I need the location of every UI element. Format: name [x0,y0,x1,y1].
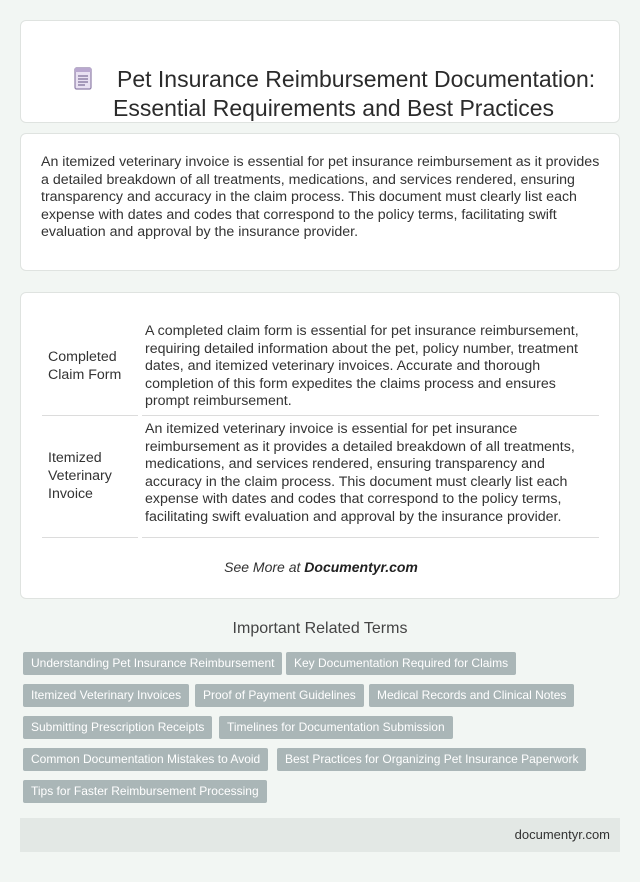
related-tag[interactable]: Itemized Veterinary Invoices [23,684,189,707]
document-icon [71,66,95,92]
related-tag[interactable]: Common Documentation Mistakes to Avoid [23,748,268,771]
related-tag[interactable]: Medical Records and Clinical Notes [369,684,574,707]
related-terms-heading: Important Related Terms [232,620,408,637]
see-more-prefix: See More at [224,559,305,575]
row-divider [42,537,599,538]
related-tag[interactable]: Submitting Prescription Receipts [23,716,212,739]
related-tag[interactable]: Key Documentation Required for Claims [286,652,516,675]
row-description: A completed claim form is essential for pet insurance reimbursement, requiring detailed information about the pet, policy number, treatment dates, and itemized veterinary invoices. Accurate and thorough completion of this form expedites the claims process and ensures prompt reimbursement. [145,323,579,410]
related-tag[interactable]: Timelines for Documentation Submission [219,716,453,739]
related-tag[interactable]: Understanding Pet Insurance Reimbursement [23,652,282,675]
row-label: Itemized Veterinary Invoice [48,450,112,502]
row-divider [42,415,599,416]
related-tag[interactable]: Tips for Faster Reimbursement Processing [23,780,267,803]
footer [20,818,620,852]
see-more-site[interactable]: Documentyr.com [304,559,418,575]
related-tag[interactable]: Proof of Payment Guidelines [195,684,364,707]
row-label: Completed Claim Form [48,349,122,383]
row-description: An itemized veterinary invoice is essential for pet insurance reimbursement as it provides a detailed breakdown of all treatments, medications, and services rendered, ensuring transparency and accuracy in the claim process. This document must clearly list each expense with dates and codes that correspond to the policy terms, facilitating swift evaluation and approval by the insurance provider. [145,421,575,525]
table-row [42,319,599,415]
requirements-table [20,292,620,599]
table-row [42,417,599,537]
intro-card [20,133,620,271]
header-card [20,20,620,123]
footer-site[interactable]: documentyr.com [514,827,610,842]
page-title: Pet Insurance Reimbursement Documentation: Essential Requirements and Best Practices [113,66,596,121]
related-tag[interactable]: Best Practices for Organizing Pet Insurance Paperwork [277,748,586,771]
see-more-link[interactable] [21,559,621,575]
intro-text: An itemized veterinary invoice is essential for pet insurance reimbursement as it provides a detailed breakdown of all treatments, medications, and services rendered, ensuring transparency and accuracy in the claim process. This document must clearly list each expense with dates and codes that correspond to the policy terms, facilitating swift evaluation and approval by the insurance provider. [41,154,600,241]
